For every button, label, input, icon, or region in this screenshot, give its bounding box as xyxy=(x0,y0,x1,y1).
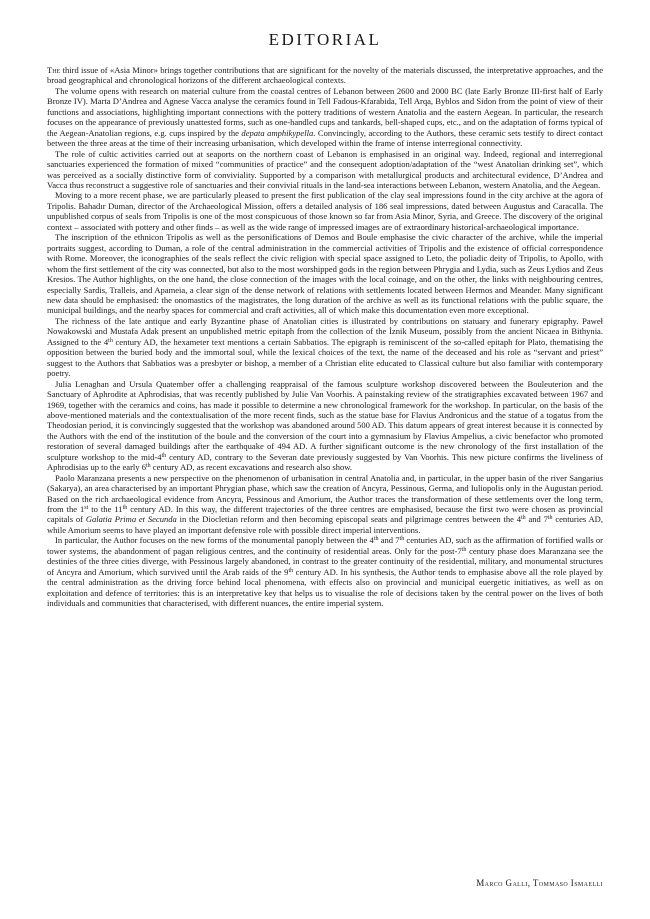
paragraph-9: In particular, the Author focuses on the new forms of the monumental panoply between the 4th and 7th centuries AD, such as the affirmation of fortified walls or tower systems, the abandonment of pagan religious centres, and the continuity of residential areas. Only for the post-7th century phase does Maranzana see the destinies of the three cities diverge, with Pessinous largely abandoned, in contrast to the greater continuity of the residential, military, and monumental structures of Ancyra and Amorium, which survived until the Arab raids of the 9th century AD. In his synthesis, the Author tends to emphasise above all the role played by the central administration as the driving force behind local phenomena, with effects also on provincial and municipal euergetic initiatives, as well as on exploitation and defence of territories: this is an interpretative key that helps us to visualise the role of decisions taken by the central power on the lives of both individuals and communities that characterised, with different nuances, the entire imperial system. xyxy=(47,535,604,609)
paragraph-1 xyxy=(47,65,603,86)
page-title: EDITORIAL xyxy=(268,30,382,49)
paragraph-7: Julia Lenaghan and Ursula Quatember offer a challenging reappraisal of the famous sculpture workshop discovered between the Bouleuterion and the Sanctuary of Aphrodite at Aphrodisias, that was recently published by Julie Van Voorhis. A painstaking review of the stratigraphies excavated between 1967 and 1969, together with the ceramics and coins, has made it possible to determine a new chronological framework for the workshop. In particular, on the basis of the above-mentioned materials and the contextualisation of the more recent finds, such as the statue base for Flavius Andronicus and the statue of a togatus from the Theodosian period, it is convincingly suggested that the workshop was abandoned around 500 AD. This datum appears of great interest because it is connected by the Authors with the end of the institution of the boule and the conversion of the court into a gymnasium by Flavius Ampelius, a civic benefactor who promoted restoration of several damaged buildings after the earthquake of 494 AD. A further significant outcome is the new chronology of the first installation of the sculpture workshop to the mid-4th century AD, contrary to the Severan date previously suggested by Van Voorhis. This new picture confirms the liveliness of Aphrodisias up to the early 6th century AD, as recent excavations and research also show. xyxy=(47,378,603,473)
paragraph-2: The volume opens with research on material culture from the coastal centres of Lebanon between 2600 and 2000 BC (late Early Bronze III-first half of Early Bronze IV). Marta D’Andrea and Agnese Vacca analyse the ceramics found in Tell Fadous-Kfarabida, Tell Arqa, Byblos and Sidon from the point of view of their functions and associations, highlighting important connections with the pottery traditions of western Anatolia and the eastern Aegean. In particular, the research focuses on the appearance of previously unattested forms, such as one-handled cups and tankards, bell-shaped cups, etc., and on the adaptation of forms typical of the Aegean-Anatolian regions, e.g. cups inspired by the depata amphikypella. Convincingly, according to the Authors, these ceramic sets testify to direct contact between the three areas at the time of their increasing urbanisation, which developed within the frame of intense interregional connectivity. xyxy=(47,85,603,149)
paragraph-5: The inscription of the ethnicon Tripolis as well as the personifications of Demos and Boule emphasise the civic character of the archive, while the imperial portraits suggest, according to Duman, a role of the central administration in the commercial activities of Tripolis and the existence of official correspondence with Rome. Moreover, the iconographies of the seals reflect the civic religion with special space assigned to Leto, the poliadic deity of Tripolis, to Apollo, with whom the first settlement of the city was connected, but also to the most worshipped gods in the region between Phrygia and Lydia, such as Zeus Lydios and Zeus Kresios. The Author highlights, on the one hand, the close connection of the images with the local coinage, and on the other, the links with neighbouring centres, especially Sardis, Tralleis, and Apameia, a clear sign of the dense network of relations with settlements located between Hermos and Meander. Many significant new data should be emphasised: the onomastics of the magistrates, the long duration of the archive as well as its functional relations with the public square, the municipal buildings, and the nearby spaces for commercial and craft activities, all of which make this documentation even more exceptional. xyxy=(47,232,603,316)
paragraph-6: The richness of the late antique and early Byzantine phase of Anatolian cities is illustrated by contributions on statuary and funerary epigraphy. Paweł Nowakowski and Mustafa Adak present an unpublished metric epitaph from the collection of the İznik Museum, possibly from the ancient Nicaea in Bithynia. Assigned to the 4th century AD, the hexameter text mentions a certain Sabbatios. The epigraph is reminiscent of the so-called epitaph for Plato, thematising the opposition between the buried body and the immortal soul, while the lexical choices of the text, the name of the deceased and his role as “servant and priest” suggest to the Authors that Sabbatios was a presbyter or bishop, a member of a Christian elite educated to Classical culture but also familiar with contemporary poetry. xyxy=(47,315,604,379)
paragraph-8: Paolo Maranzana presents a new perspective on the phenomenon of urbanisation in central Anatolia and, in particular, in the upper basin of the river Sangarius (Sakarya), an area characterised by an important Phrygian phase, which saw the creation of Ancyra, Pessinous, Germa, and Iuliopolis only in the Augustan period. Based on the rich archaeological evidence from Ancyra, Pessinous and Amorium, the Author traces the transformation of these settlements over the long term, from the 1st to the 11th century AD. In this way, the different trajectories of the three centres are emphasised, because the first two were chosen as provincial capitals of Galatia Prima et Secunda in the Diocletian reform and then becoming episcopal seats and pilgrimage centres between the 4th and 7th centuries AD, while Amorium seems to have played an important defensive role with possible direct imperial interventions. xyxy=(47,472,603,535)
editorial-body xyxy=(47,65,603,609)
paragraph-1-lead: The xyxy=(47,65,61,75)
paragraph-1-text: third issue of «Asia Minor» brings together contributions that are significant for the novelty of the materials discussed, the interpretative approaches, and the broad geographical and chronological horizons of the different archaeological contexts. xyxy=(47,65,603,86)
paragraph-4: Moving to a more recent phase, we are particularly pleased to present the first publication of the clay seal impressions found in the city archive at the agora of Tripolis. Bahadır Duman, director of the Archaeological Mission, offers a detailed analysis of 186 seal impressions, dated between Augustus and Caracalla. The unpublished corpus of seals from Tripolis is one of the most conspicuous of those known so far from Asia Minor, Syria, and Greece. The discovery of the original context – associated with pottery and other finds – as well as the wide range of impressed images are of extraordinary historical-archaeological importance. xyxy=(47,190,603,232)
paragraph-3: The role of cultic activities carried out at seaports on the northern coast of Lebanon is emphasised in an original way. Indeed, regional and interregional sanctuaries experienced the formation of mixed “communities of practice” and the consequent adoption/adaptation of the “west Anatolian drinking set”, which was perceived as a socially distinctive form of conviviality. Supported by a comparison with metallurgical products and architectural evidence, D’Andrea and Vacca thus reconstruct a suggestive role of sanctuaries and their convivial rituals in the land-sea interactions between Lebanon, western Anatolia, and the Aegean. xyxy=(47,148,603,190)
author-signature: Marco Galli, Tommaso Ismaelli xyxy=(476,878,603,888)
